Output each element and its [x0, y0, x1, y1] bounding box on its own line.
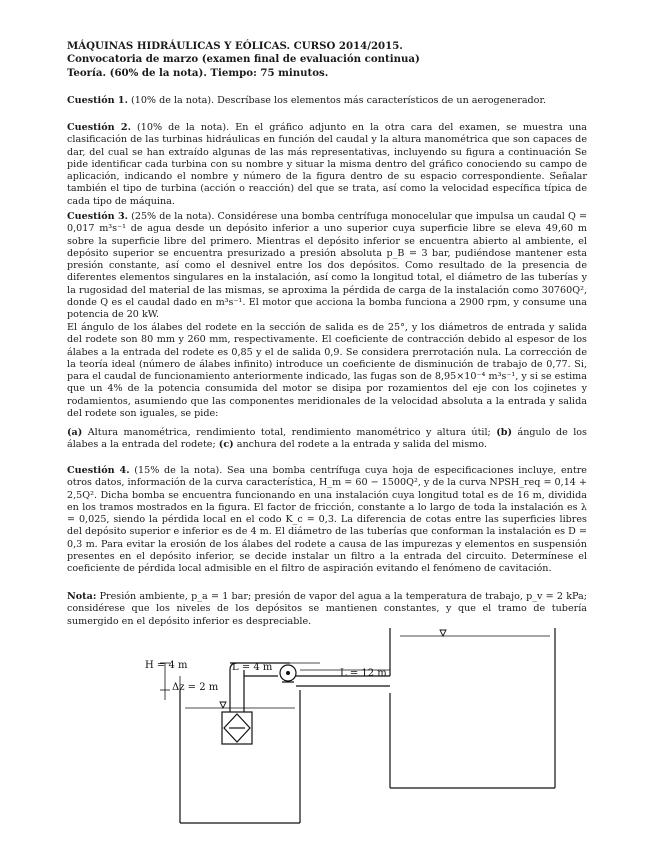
item-a-text: Altura manométrica, rendimiento total, rendimiento manométrico y altura útil;	[87, 427, 491, 438]
note	[67, 591, 587, 628]
installation-diagram	[140, 628, 560, 828]
note-text: Presión ambiente, p_a = 1 bar; presión de vapor del agua a la temperatura de trabajo, p_v = 2 kPa; considérese que los niveles de los depósitos se mantienen constantes, y que el tramo de tubería sumergido en el depósito inferior es despreciable.	[67, 591, 587, 627]
question-3-text-2: El ángulo de los álabes del rodete en la sección de salida es de 25°, y los diámetros de entrada y salida del rodete son 80 mm y 260 mm, respectivamente. El coeficiente de contracción debido al espesor de los álabes a la entrada del rodete es 0,85 y el de salida 0,9. Se considera prerrotación nula. La corrección de la teoría ideal (número de álabes infinito) introduce un coeficiente de disminución de trabajo de 0,77. Si, para el caudal de funcionamiento anteriormente indicado, las fugas son de 8,95×10⁻⁴ m³s⁻¹, y si se estima que un 4% de la potencia consumida del motor se disipa por rozamientos del eje con los cojinetes y rodamientos, asumiendo que las componentes meridionales de la velocidad absoluta a la entrada y salida del rodete son iguales, se pide:	[67, 322, 587, 420]
lower-tank	[180, 690, 300, 823]
question-4-text: (15% de la nota). Sea una bomba centrífuga cuya hoja de especificaciones incluye, entre otros datos, información de la curva característica, H_m = 60 − 1500Q², y de la curva NPSH_req = 0,14 + 2,5Q². Dicha bomba se encuentra funcionando en una instalación cuya longitud total es de 16 m, dividida en los tramos mostrados en la figura. El factor de fricción, constante a lo largo de toda la instalación es λ = 0,025, siendo la pérdida local en el codo K_c = 0,3. La diferencia de cotas entre las superficies libres del depósito superior e inferior es de 4 m. El diámetro de las tuberías que conforman la instalación es D = 0,3 m. Para evitar la erosión de los álabes del rodete a causa de las impurezas y elementos en suspensión presentes en el depósito inferior, se decide instalar un filtro a la entrada del circuito. Determínese el coeficiente de pérdida local admisible en el filtro de aspiración evitando el fenómeno de cavitación.	[67, 465, 587, 575]
length-label-2: L = 12 m	[340, 668, 387, 679]
question-3-continued	[67, 322, 587, 420]
height-label: H = 4 m	[145, 660, 188, 671]
item-c-text: anchura del rodete a la entrada y salida del mismo.	[236, 439, 487, 451]
length-label-1: L = 4 m	[232, 662, 273, 673]
header-session: Convocatoria de marzo (examen final de evaluación continua)	[67, 53, 420, 66]
exam-header	[67, 40, 597, 80]
question-3-text: (25% de la nota). Considérese una bomba centrífuga monocelular que impulsa un caudal Q = 0,017 m³s⁻¹ de agua desde un depósito inferior a uno superior cuya superficie libre se eleva 49,60 m sobre la superficie libre del primero. Mientras el depósito inferior se encuentra abierto al ambiente, el depósito superior se encuentra presurizado a presión absoluta p_B = 3 bar, pudiéndose mantener esta presión constante, así como el desnivel entre los dos depósitos. Como resultado de la presencia de diferentes elementos singulares en la instalación, así como la longitud total, el diámetro de las tuberías y la rugosidad del material de las mismas, se aproxima la pérdida de carga de la instalación como 30760Q², donde Q es el caudal dado en m³s⁻¹. El motor que acciona la bomba funciona a 2900 rpm, y consume una potencia de 20 kW.	[67, 211, 587, 321]
item-b-text: ángulo de los álabes a la entrada del rodete;	[67, 427, 587, 451]
question-1	[67, 95, 587, 107]
header-theory-info: Teoría. (60% de la nota). Tiempo: 75 minutos.	[67, 66, 329, 79]
pump-hub	[286, 671, 290, 675]
item-a-label: (a)	[67, 427, 83, 438]
question-1-text: (10% de la nota). Descríbase los elementos más característicos de un aerogenerador.	[130, 95, 547, 106]
note-label: Nota:	[67, 591, 97, 602]
header-course-title: MÁQUINAS HIDRÁULICAS Y EÓLICAS. CURSO 2014/2015.	[67, 40, 403, 52]
question-2-label: Cuestión 2.	[67, 122, 131, 133]
question-1-label: Cuestión 1.	[67, 95, 128, 106]
item-c-label: (c)	[218, 439, 234, 451]
question-3-label: Cuestión 3.	[67, 211, 128, 222]
question-4-label: Cuestión 4.	[67, 465, 130, 476]
question-3-items	[67, 427, 587, 452]
filter	[222, 712, 252, 744]
question-3	[67, 211, 587, 322]
question-2	[67, 122, 587, 208]
upper-tank	[390, 628, 555, 788]
upper-water-level-marker	[440, 630, 446, 636]
question-2-text: (10% de la nota). En el gráfico adjunto en la otra cara del examen, se muestra una clasificación de las turbinas hidráulicas en función del caudal y la altura manométrica que son capaces de dar, del cual se han extraído algunas de las más representativas, incluyendo su figura a continuación Se pide identificar cada turbina con su nombre y situar la misma dentro del gráfico conociendo su campo de aplicación, indicando el nombre y número de la figura dentro de su espacio correspondiente. Señalar también el tipo de turbina (acción o reacción) del que se trata, así como la velocidad específica típica de cada tipo de máquina.	[67, 122, 587, 207]
item-b-label: (b)	[496, 427, 513, 438]
question-4	[67, 465, 587, 576]
delta-z-label: Δz = 2 m	[172, 682, 219, 693]
lower-water-level-marker	[220, 702, 226, 708]
